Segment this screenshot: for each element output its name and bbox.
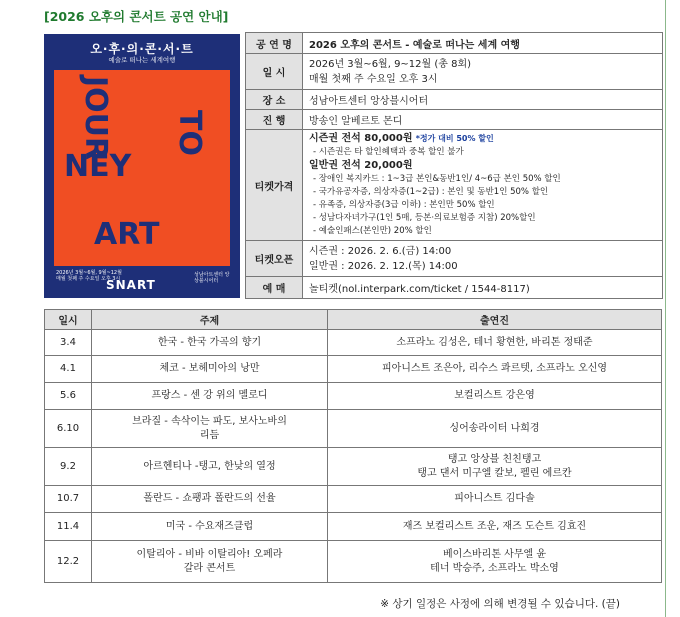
row-cast: 피아니스트 조은아, 리수스 콰르텟, 소프라노 오신영: [381, 363, 608, 374]
discount-item: - 국가유공자증, 의상자증(1~2급) : 본인 및 동반1인 50% 할인: [313, 187, 549, 197]
row-theme: 아르헨티나 -탱고, 한낮의 열정: [143, 460, 276, 472]
date-label: 일 시: [246, 54, 303, 90]
booking-label: 예 매: [246, 277, 303, 299]
page-heading: [2026 오후의 콘서트 공연 안내]: [44, 9, 229, 24]
poster-word: TO: [172, 110, 207, 156]
row-theme: 미국 - 수요재즈클럽: [165, 520, 254, 532]
header-theme: 주제: [92, 310, 328, 330]
footnote: ※ 상기 일정은 사정에 의해 변경될 수 있습니다. (끝): [380, 598, 620, 610]
poster-word: ART: [94, 217, 160, 252]
schedule-header-row: [45, 310, 662, 330]
discount-item: - 유족증, 의상자증(3급 이하) : 본인만 50% 할인: [313, 200, 495, 210]
header-date: 일시: [45, 310, 92, 330]
row-cast: 소프라노 김성은, 테너 황현한, 바리톤 정태준: [396, 336, 593, 348]
row-date: 4.1: [45, 356, 92, 383]
row-cast: 싱어송라이터 나희경: [449, 422, 540, 434]
row-cast: 테너 박승주, 소프라노 박소영: [430, 562, 559, 574]
row-cast: 베이스바리톤 사무엘 윤: [443, 548, 546, 560]
title-label: 공 연 명: [246, 33, 303, 54]
poster-word: NEY: [64, 149, 132, 184]
row-cast: 재즈 보컬리스트 조운, 재즈 도슨트 김효진: [402, 520, 587, 532]
title-value: 2026 오후의 콘서트 - 예술로 떠나는 세계 여행: [303, 33, 663, 54]
poster-date-text: 2026년 3월~6월, 9월~12월 매월 첫째 주 수요일 오후 3시: [56, 270, 122, 282]
row-cast: 탱고 댄서 미구엘 칼보, 펠린 에르칸: [417, 467, 572, 479]
season-discount-note: *정가 대비 50% 할인: [415, 134, 494, 143]
poster-title: 오·후·의·콘·서·트: [90, 42, 194, 56]
row-theme: 리듬: [199, 429, 220, 441]
table-row: [45, 513, 662, 541]
row-theme: 브라질 - 속삭이는 파도, 보사노바의: [132, 415, 287, 427]
row-date: 5.6: [45, 383, 92, 410]
host-label: 진 행: [246, 110, 303, 130]
row-date: 3.4: [45, 330, 92, 356]
concert-poster: [44, 34, 240, 298]
venue-value: 성남아트센터 앙상블시어터: [303, 90, 663, 110]
venue-label: 장 소: [246, 90, 303, 110]
row-theme: 체코 - 보헤미아의 낭만: [159, 363, 260, 374]
table-row: [45, 356, 662, 383]
season-price: 시즌권 전석 80,000원: [309, 133, 413, 144]
open-season: 시즌권 : 2026. 2. 6.(금) 14:00: [309, 245, 452, 257]
row-date: 9.2: [45, 448, 92, 486]
table-row: [45, 410, 662, 448]
row-theme: 프랑스 - 센 강 위의 멜로디: [151, 390, 268, 401]
poster-venue-text: 성남아트센터 앙상블시어터: [194, 272, 230, 284]
row-theme: 갈라 콘서트: [183, 562, 236, 574]
poster-orange-panel: [54, 70, 230, 266]
general-price: 일반권 전석 20,000원: [309, 160, 413, 171]
row-date: 11.4: [45, 513, 92, 541]
performance-info-table: [245, 32, 663, 299]
poster-word: JOUR: [78, 76, 113, 161]
poster-subtitle: 예술로 떠나는 세계여행: [108, 56, 176, 64]
table-row: [45, 383, 662, 410]
table-row: [45, 330, 662, 356]
discount-item: - 장애인 복지카드 : 1~3급 본인&동반1인/ 4~6급 본인 50% 할인: [313, 174, 561, 184]
page-border-right: [665, 0, 666, 617]
row-date: 6.10: [45, 410, 92, 448]
schedule-table: [44, 309, 662, 583]
ticket-price-label: 티켓가격: [246, 130, 303, 241]
header-cast: 출연진: [328, 310, 662, 330]
row-date: 10.7: [45, 486, 92, 513]
row-theme: 폴란드 - 쇼팽과 폴란드의 선율: [143, 493, 276, 504]
row-date: 12.2: [45, 541, 92, 583]
row-theme: 한국 - 한국 가곡의 향기: [157, 336, 262, 348]
row-cast: 보컬리스트 강은영: [454, 390, 535, 401]
open-general: 일반권 : 2026. 2. 12.(목) 14:00: [309, 260, 458, 272]
row-theme: 이탈리아 - 비바 이탈리아! 오페라: [136, 548, 283, 560]
discount-item: - 성남다자녀가구(1인 5매, 등본·의료보험증 지참) 20%할인: [313, 213, 536, 223]
table-row: [45, 486, 662, 513]
table-row: [45, 448, 662, 486]
booking-value: 놀티켓(nol.interpark.com/ticket / 1544-8117): [303, 277, 663, 299]
date-line: 매월 첫째 주 수요일 오후 3시: [309, 73, 438, 85]
table-row: [45, 541, 662, 583]
row-cast: 피아니스트 김다솔: [454, 493, 535, 504]
row-cast: 탱고 앙상블 친친탱고: [447, 453, 542, 465]
poster-logo: SNART: [106, 278, 156, 292]
discount-item: - 예술인패스(본인만) 20% 할인: [313, 226, 432, 236]
ticket-open-label: 티켓오픈: [246, 241, 303, 277]
date-line: 2026년 3월~6월, 9~12월 (총 8회): [309, 58, 472, 70]
season-sub-note: - 시즌권은 타 할인혜택과 중복 할인 불가: [313, 147, 464, 157]
host-value: 방송인 알베르토 몬디: [303, 110, 663, 130]
